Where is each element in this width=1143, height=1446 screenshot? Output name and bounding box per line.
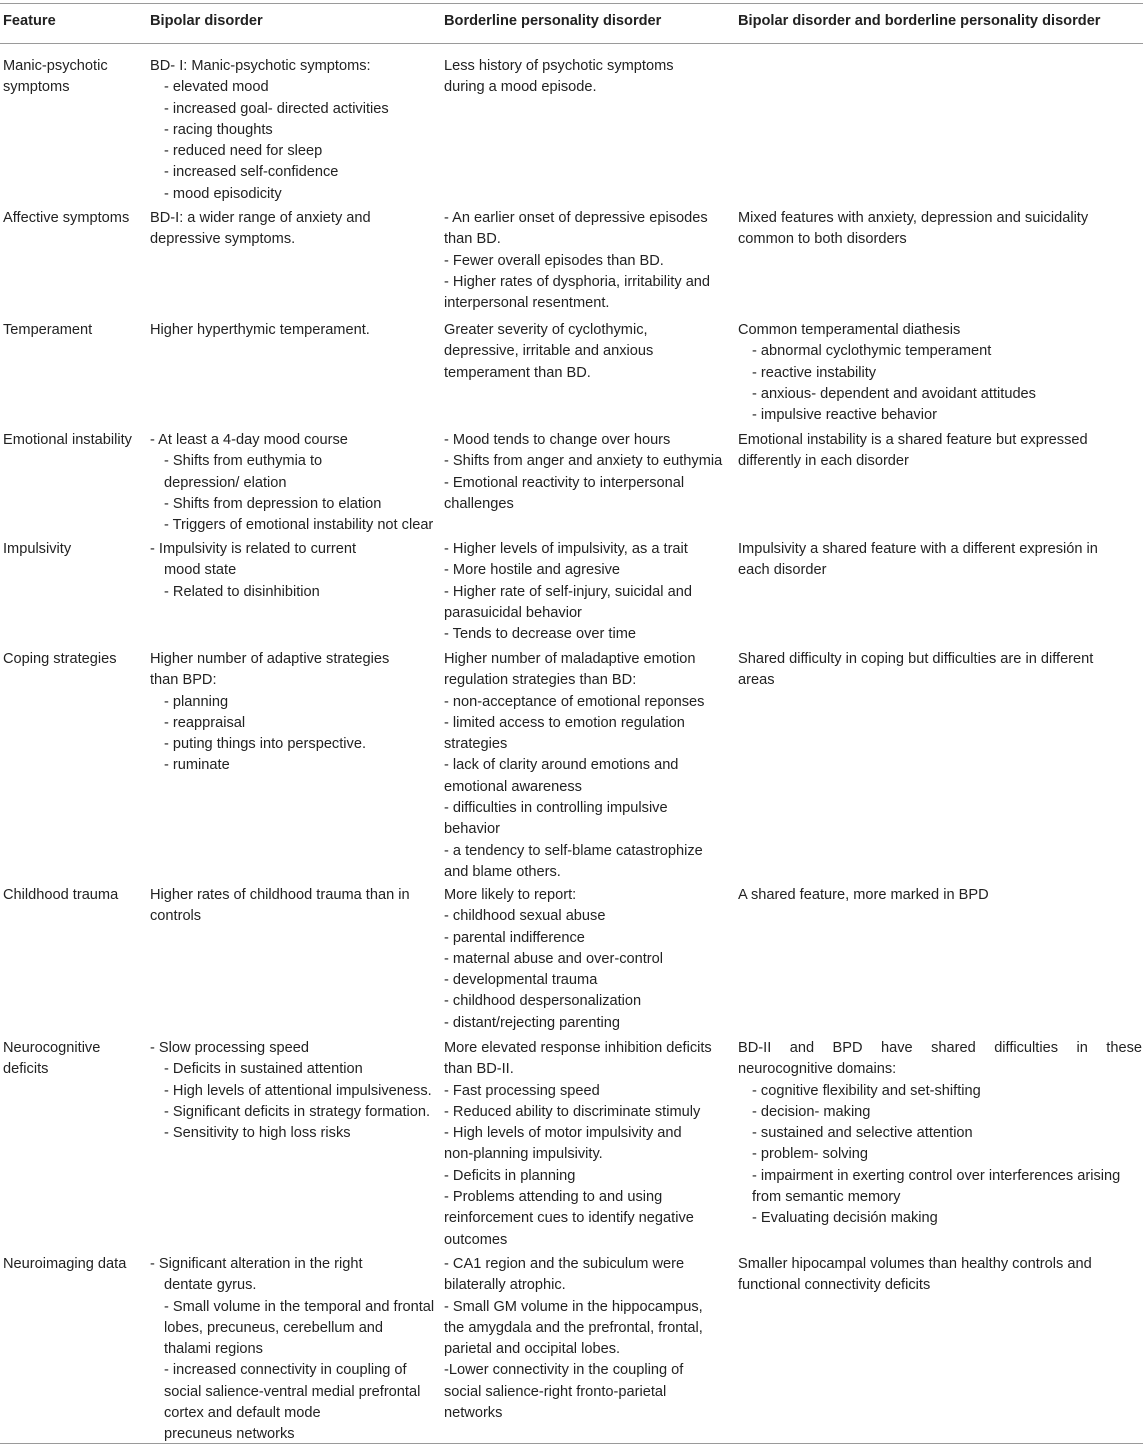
header-rule (0, 43, 1143, 44)
cell-line: - reduced need for sleep (164, 143, 323, 160)
cell-line: - Shifts from anger and anxiety to euthymia (444, 453, 723, 470)
cell-line: - cognitive flexibility and set-shifting (752, 1082, 981, 1099)
cell-line: parietal and occipital lobes. (444, 1341, 621, 1358)
cell-line: BD-I: a wider range of anxiety and (150, 210, 371, 226)
cell-line: - mood episodicity (164, 185, 282, 202)
cell-line: networks (444, 1405, 503, 1422)
cell-line: challenges (444, 495, 514, 512)
bipolar-cell (150, 539, 442, 603)
cell-line: - High levels of motor impulsivity and (444, 1125, 682, 1142)
cell-line: - limited access to emotion regulation (444, 714, 685, 731)
cell-line: emotional awareness (444, 778, 582, 795)
cell-line: Impulsivity (3, 541, 72, 557)
cell-line: - An earlier onset of depressive episodes (444, 210, 708, 226)
cell-line: Smaller hipocampal volumes than healthy controls and (738, 1256, 1092, 1272)
cell-line: - puting things into perspective. (164, 736, 366, 753)
cell-line: - Significant alteration in the right (150, 1256, 363, 1272)
cell-line: - Deficits in planning (444, 1167, 576, 1184)
shared-cell (738, 1038, 1142, 1230)
cell-line: - anxious- dependent and avoidant attitudes (752, 385, 1036, 402)
cell-line: than BPD: (150, 672, 217, 689)
cell-line: - sustained and selective attention (752, 1125, 973, 1142)
cell-line: - At least a 4-day mood course (150, 432, 348, 448)
bipolar-cell (150, 1038, 442, 1144)
cell-line: - impairment in exerting control over interferences arising (752, 1167, 1121, 1184)
cell-line: More likely to report: (444, 887, 577, 903)
cell-line: parasuicidal behavior (444, 604, 582, 621)
cell-line: - reactive instability (752, 364, 877, 381)
cell-line: Affective symptoms (3, 210, 130, 226)
feature-cell (3, 208, 143, 229)
header-borderline-personality-disorder: Borderline personality disorder (444, 13, 662, 29)
cell-line: Neurocognitive (3, 1040, 101, 1056)
cell-line: - Slow processing speed (150, 1040, 309, 1056)
cell-line: precuneus networks (164, 1426, 295, 1443)
borderline-cell (444, 1254, 736, 1424)
cell-line: Higher hyperthymic temperament. (150, 322, 370, 338)
cell-line: - Mood tends to change over hours (444, 432, 671, 448)
cell-line: - Higher levels of impulsivity, as a trait (444, 541, 688, 557)
cell-line: neurocognitive domains: (738, 1061, 897, 1078)
shared-cell (738, 208, 1142, 251)
cell-line: - racing thoughts (164, 121, 273, 138)
cell-line: Emotional instability is a shared feature but expressed (738, 432, 1088, 448)
cell-line: More elevated response inhibition deficits (444, 1040, 712, 1056)
cell-line: BD-II and BPD have shared difficulties in these (738, 1040, 1142, 1056)
cell-line: Temperament (3, 322, 93, 338)
cell-line: depression/ elation (164, 474, 287, 491)
cell-line: depressive symptoms. (150, 231, 296, 248)
borderline-cell (444, 1038, 736, 1251)
borderline-cell (444, 56, 736, 99)
cell-line: - Evaluating decisión making (752, 1210, 938, 1227)
cell-line: - Shifts from euthymia to (164, 453, 323, 470)
header-feature: Feature (3, 13, 56, 29)
cell-line: than BD-II. (444, 1061, 514, 1078)
cell-line: - Small volume in the temporal and frontal (164, 1298, 435, 1315)
cell-line: - difficulties in controlling impulsive (444, 800, 668, 817)
cell-line: reinforcement cues to identify negative (444, 1210, 694, 1227)
cell-line: - Fewer overall episodes than BD. (444, 252, 664, 269)
cell-line: Emotional instability (3, 432, 132, 448)
feature-cell (3, 56, 143, 99)
cell-line: functional connectivity deficits (738, 1277, 931, 1294)
cell-line: - Higher rates of dysphoria, irritability and (444, 273, 711, 290)
cell-line: - a tendency to self-blame catastrophize (444, 842, 703, 859)
cell-line: depressive, irritable and anxious (444, 343, 654, 360)
feature-cell (3, 320, 143, 341)
cell-line: the amygdala and the prefrontal, frontal, (444, 1319, 703, 1336)
cell-line: cortex and default mode (164, 1405, 321, 1422)
cell-line: during a mood episode. (444, 79, 597, 96)
feature-cell (3, 649, 143, 670)
borderline-cell (444, 320, 736, 384)
cell-line: Mixed features with anxiety, depression and suicidality (738, 210, 1089, 226)
cell-line: - Higher rate of self-injury, suicidal and (444, 583, 692, 600)
cell-line: Common temperamental diathesis (738, 322, 961, 338)
cell-line: than BD. (444, 231, 501, 248)
cell-line: dentate gyrus. (164, 1277, 257, 1294)
cell-line: thalami regions (164, 1341, 263, 1358)
cell-line: - increased goal- directed activities (164, 100, 389, 117)
cell-line: behavior (444, 821, 500, 838)
cell-line: Greater severity of cyclothymic, (444, 322, 648, 338)
cell-line: - Triggers of emotional instability not clear (164, 517, 434, 534)
cell-line: - non-acceptance of emotional reponses (444, 693, 705, 710)
cell-line: - High levels of attentional impulsiveness. (164, 1082, 432, 1099)
bipolar-cell (150, 208, 442, 251)
cell-line: common to both disorders (738, 231, 907, 248)
cell-line: - ruminate (164, 757, 230, 774)
cell-line: deficits (3, 1061, 49, 1078)
bipolar-cell (150, 649, 442, 777)
cell-line: BD- I: Manic-psychotic symptoms: (150, 58, 371, 74)
cell-line: - elevated mood (164, 79, 269, 96)
cell-line: social salience-ventral medial prefrontal (164, 1383, 421, 1400)
cell-line: areas (738, 672, 775, 689)
cell-line: - Impulsivity is related to current (150, 541, 357, 557)
cell-line: - Emotional reactivity to interpersonal (444, 474, 685, 491)
cell-line: Manic-psychotic (3, 58, 108, 74)
cell-line: - reappraisal (164, 714, 246, 731)
cell-line: Coping strategies (3, 651, 117, 667)
cell-line: - Shifts from depression to elation (164, 495, 382, 512)
cell-line: Less history of psychotic symptoms (444, 58, 674, 74)
cell-line: social salience-right fronto-parietal (444, 1383, 667, 1400)
cell-line: - increased self-confidence (164, 164, 339, 181)
cell-line: - Small GM volume in the hippocampus, (444, 1298, 703, 1315)
cell-line: - impulsive reactive behavior (752, 407, 937, 424)
cell-line: - developmental trauma (444, 972, 598, 989)
feature-cell (3, 539, 143, 560)
table-top-rule (0, 3, 1143, 4)
cell-line: differently in each disorder (738, 453, 909, 470)
shared-cell (738, 1254, 1142, 1297)
cell-line: Neuroimaging data (3, 1256, 127, 1272)
bipolar-cell (150, 430, 442, 536)
cell-line: -Lower connectivity in the coupling of (444, 1362, 684, 1379)
cell-line: - lack of clarity around emotions and (444, 757, 679, 774)
cell-line: lobes, precuneus, cerebellum and (164, 1319, 384, 1336)
cell-line: - Significant deficits in strategy formation. (164, 1103, 431, 1120)
cell-line: non-planning impulsivity. (444, 1146, 603, 1163)
cell-line: - childhood sexual abuse (444, 908, 606, 925)
table-bottom-rule (0, 1443, 1143, 1444)
cell-line: - More hostile and agresive (444, 562, 621, 579)
cell-line: Higher rates of childhood trauma than in (150, 887, 410, 903)
cell-line: each disorder (738, 562, 827, 579)
feature-cell (3, 1254, 143, 1275)
cell-line: - planning (164, 693, 229, 710)
cell-line: - Related to disinhibition (164, 583, 320, 600)
cell-line: bilaterally atrophic. (444, 1277, 566, 1294)
shared-cell (738, 539, 1142, 582)
feature-cell (3, 1038, 143, 1081)
cell-line: regulation strategies than BD: (444, 672, 637, 689)
cell-line: - Problems attending to and using (444, 1189, 663, 1206)
shared-cell (738, 320, 1142, 426)
feature-cell (3, 885, 143, 906)
cell-line: Higher number of adaptive strategies (150, 651, 390, 667)
cell-line: mood state (164, 562, 237, 579)
cell-line: Childhood trauma (3, 887, 119, 903)
borderline-cell (444, 539, 736, 645)
bipolar-cell (150, 320, 442, 341)
cell-line: - Deficits in sustained attention (164, 1061, 363, 1078)
bipolar-cell (150, 56, 442, 205)
cell-line: Impulsivity a shared feature with a different expresión in (738, 541, 1098, 557)
cell-line: controls (150, 908, 202, 925)
cell-line: - Sensitivity to high loss risks (164, 1125, 351, 1142)
cell-line: interpersonal resentment. (444, 295, 610, 312)
cell-line: - problem- solving (752, 1146, 868, 1163)
borderline-cell (444, 885, 736, 1034)
cell-line: from semantic memory (752, 1189, 901, 1206)
cell-line: - parental indifference (444, 929, 585, 946)
header-bipolar-disorder: Bipolar disorder (150, 13, 263, 29)
cell-line: strategies (444, 736, 508, 753)
cell-line: outcomes (444, 1231, 508, 1248)
cell-line: and blame others. (444, 863, 561, 880)
shared-cell (738, 649, 1142, 692)
cell-line: - abnormal cyclothymic temperament (752, 343, 992, 360)
shared-cell (738, 885, 1142, 906)
cell-line: - distant/rejecting parenting (444, 1014, 621, 1031)
cell-line: - CA1 region and the subiculum were (444, 1256, 685, 1272)
bipolar-cell (150, 1254, 442, 1446)
cell-line: temperament than BD. (444, 364, 591, 381)
feature-cell (3, 430, 143, 451)
cell-line: Shared difficulty in coping but difficulties are in different (738, 651, 1094, 667)
cell-line: - Reduced ability to discriminate stimuly (444, 1103, 701, 1120)
cell-line: Higher number of maladaptive emotion (444, 651, 696, 667)
cell-line: - childhood despersonalization (444, 993, 642, 1010)
shared-cell (738, 430, 1142, 473)
bipolar-cell (150, 885, 442, 928)
cell-line: - Fast processing speed (444, 1082, 600, 1099)
cell-line: - increased connectivity in coupling of (164, 1362, 407, 1379)
cell-line: symptoms (3, 79, 70, 96)
borderline-cell (444, 649, 736, 883)
cell-line: A shared feature, more marked in BPD (738, 887, 989, 903)
cell-line: - decision- making (752, 1103, 871, 1120)
cell-line: - maternal abuse and over-control (444, 950, 664, 967)
header-both-disorders: Bipolar disorder and borderline personality disorder (738, 13, 1101, 29)
borderline-cell (444, 208, 736, 314)
cell-line: - Tends to decrease over time (444, 626, 636, 643)
borderline-cell (444, 430, 736, 515)
